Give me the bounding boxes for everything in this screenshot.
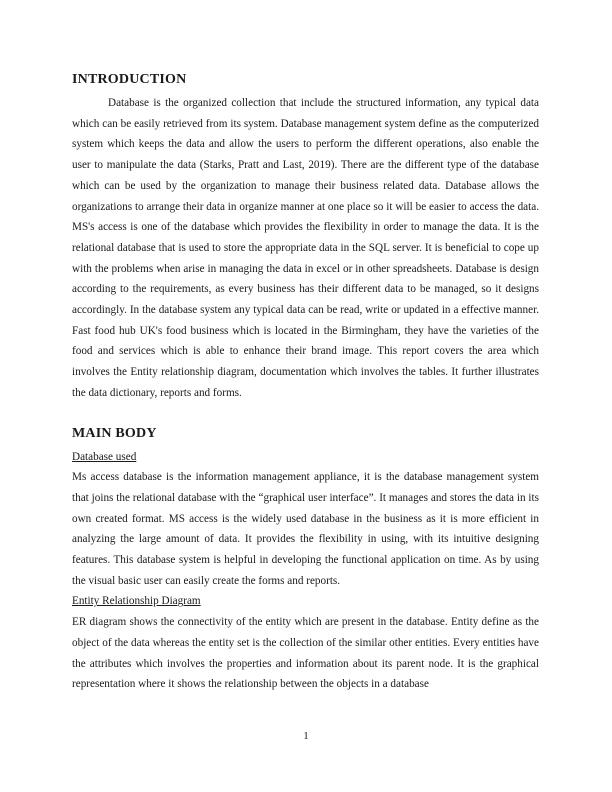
database-used-subheading: Database used: [72, 450, 137, 463]
main-body-heading: MAIN BODY: [72, 425, 157, 441]
document-page: [72, 70, 539, 695]
introduction-heading: INTRODUCTION: [72, 72, 187, 87]
erd-subheading: Entity Relationship Diagram: [72, 595, 201, 608]
page-number: 1: [303, 730, 309, 742]
introduction-paragraph: Database is the organized collection that include the structured information, any typical data which can be easily retrieved from its system. Database management system define as the computerized system which keeps the data and allow the users to perform the different operations, also enable the user to manipulate the data (Starks, Pratt and Last, 2019). There are the different type of the database which can be used by the organization to manage their business related data. Database allows the organizations to arrange their data in organize manner at one place so it will be easier to access the data. MS's access is one of the database which provides the flexibility in order to manage the data. It is the relational database that is used to store the appropriate data in the SQL server. It is beneficial to cope up with the problems when arise in managing the data in excel or in other spreadsheets. Database is design according to the requirements, as every business has their different data to be managed, so it designs accordingly. In the database system any typical data can be read, write or updated in a effective manner. Fast food hub UK's food business which is located in the Birmingham, they have the varieties of the food and services which is able to enhance their brand image. This report covers the area which involves the Entity relationship diagram, documentation which involves the tables. It further illustrates the data dictionary, reports and forms.: [72, 97, 539, 399]
database-used-paragraph: Ms access database is the information management appliance, it is the database management system that joins the relational database with the “graphical user interface”. It manages and stores the data in its own created format. MS access is the widely used database in the business as it is more efficient in analyzing the large amount of data. It provides the flexibility in using, with its intuitive designing features. This database system is helpful in developing the functional application on time. As by using the visual basic user can easily create the forms and reports.: [72, 471, 539, 587]
erd-paragraph: ER diagram shows the connectivity of the entity which are present in the database. Entity define as the object of the data whereas the entity set is the collection of the similar other entities. Every entities have the attributes which involves the properties and information about its parent node. It is the graphical representation where it shows the relationship between the objects in a database: [72, 616, 539, 691]
